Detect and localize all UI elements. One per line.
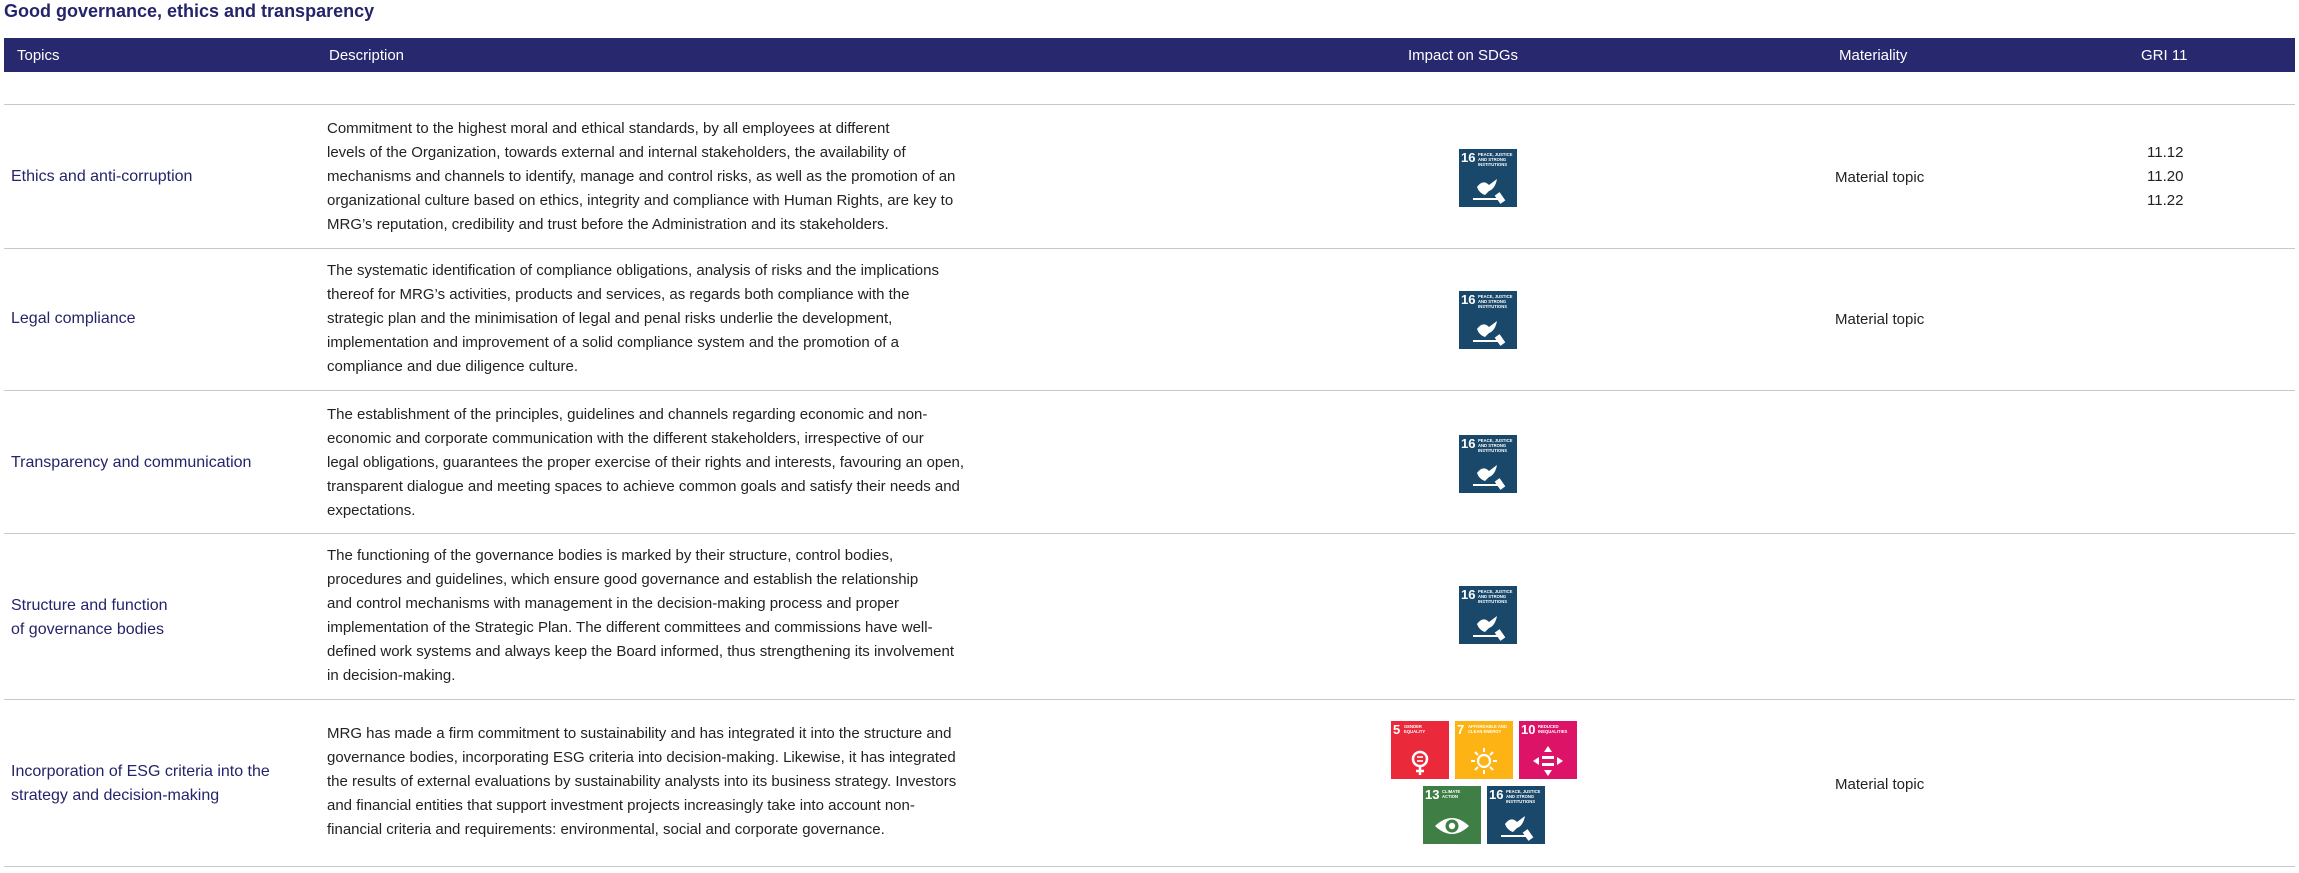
table-row-legal-compliance [4, 248, 2295, 391]
sdg-16-icon [1459, 586, 1517, 644]
svg-text:EQUALITY: EQUALITY [1404, 729, 1426, 734]
sdg-16-icon [1459, 149, 1517, 207]
svg-text:INEQUALITIES: INEQUALITIES [1538, 729, 1568, 734]
svg-text:INSTITUTIONS: INSTITUTIONS [1478, 304, 1508, 309]
topic-label: Ethics and anti-corruption [11, 168, 193, 185]
svg-text:13: 13 [1425, 787, 1440, 802]
topic-label: Incorporation of ESG criteria into the strategy and decision-making [11, 763, 270, 804]
svg-text:PEACE, JUSTICE: PEACE, JUSTICE [1478, 152, 1513, 157]
topic-label: Transparency and communication [11, 454, 252, 471]
gri-references: 11.12 11.20 11.22 [2147, 144, 2184, 209]
sdg-16-icon [1487, 786, 1545, 844]
col-impact-sdgs: Impact on SDGs [1408, 47, 1519, 64]
sdg-10-icon [1519, 721, 1577, 779]
sdg-16-icon [1459, 291, 1517, 349]
svg-text:16: 16 [1461, 150, 1476, 165]
table-row-transparency [4, 390, 2295, 534]
materiality-value: Material topic [1835, 776, 1925, 793]
table-row-governance-bodies [4, 533, 2295, 700]
topic-description: MRG has made a firm commitment to sustainability and has integrated it into the structure and governance bodies, incorporating ESG criteria into decision-making. Likewise, it has integrated the results of external evaluations by sustainability analysts into its business strategy. Investors and financial entities that support investment projects increasingly take into account non- financial criteria and requirements: environmental, social and corporate governance. [327, 725, 957, 838]
section-title: Good governance, ethics and transparency [4, 1, 375, 21]
svg-text:16: 16 [1489, 787, 1504, 802]
col-gri: GRI 11 [2141, 47, 2188, 64]
table-header [4, 38, 2295, 72]
svg-text:AND STRONG: AND STRONG [1506, 794, 1535, 799]
svg-text:AND STRONG: AND STRONG [1478, 443, 1507, 448]
topic-description: The systematic identification of compliance obligations, analysis of risks and the implications thereof for MRG’s activities, products and services, as regards both compliance with the strategic plan and the minimisation of legal and penal risks underlie the development, implementation and improvement of a solid compliance system and the promotion of a compliance and due diligence culture. [327, 262, 939, 375]
materiality-value: Material topic [1835, 311, 1925, 328]
col-topics: Topics [17, 47, 60, 64]
svg-text:INSTITUTIONS: INSTITUTIONS [1478, 448, 1508, 453]
sdg-13-icon [1423, 786, 1481, 844]
svg-text:16: 16 [1461, 587, 1476, 602]
svg-text:PEACE, JUSTICE: PEACE, JUSTICE [1478, 438, 1513, 443]
svg-text:10: 10 [1521, 722, 1536, 737]
svg-text:PEACE, JUSTICE: PEACE, JUSTICE [1506, 789, 1541, 794]
sdg-7-icon [1455, 721, 1513, 779]
table-row-esg-criteria [4, 699, 2295, 867]
col-materiality: Materiality [1839, 47, 1908, 64]
svg-text:AFFORDABLE AND: AFFORDABLE AND [1468, 724, 1507, 729]
svg-text:ACTION: ACTION [1442, 794, 1459, 799]
topic-description: The functioning of the governance bodies is marked by their structure, control bodies, procedures and guidelines, which ensure good governance and establish the relationship and control mechanisms with management in the decision-making process and proper implementation of the Strategic Plan. The different committees and commissions have well- defined work systems and always keep the Board informed, thus strengthening its involvement in decision-making. [327, 547, 954, 684]
svg-text:16: 16 [1461, 292, 1476, 307]
svg-text:INSTITUTIONS: INSTITUTIONS [1506, 799, 1536, 804]
col-description: Description [329, 47, 405, 64]
svg-text:AND STRONG: AND STRONG [1478, 594, 1507, 599]
svg-text:PEACE, JUSTICE: PEACE, JUSTICE [1478, 294, 1513, 299]
svg-text:5: 5 [1393, 722, 1401, 737]
topic-description: Commitment to the highest moral and ethical standards, by all employees at different levels of the Organization, towards external and internal stakeholders, the availability of mechanisms and channels to identify, manage and control risks, as well as the promotion of an organizational culture based on ethics, integrity and compliance with Human Rights, are key to MRG’s reputation, credibility and trust before the Administration and its stakeholders. [327, 120, 956, 233]
svg-text:CLEAN ENERGY: CLEAN ENERGY [1468, 729, 1502, 734]
svg-text:AND STRONG: AND STRONG [1478, 157, 1507, 162]
svg-text:INSTITUTIONS: INSTITUTIONS [1478, 162, 1508, 167]
svg-text:GENDER: GENDER [1404, 724, 1422, 729]
topic-label: Legal compliance [11, 310, 136, 327]
table-row-ethics [4, 104, 2295, 248]
svg-text:REDUCED: REDUCED [1538, 724, 1559, 729]
materiality-value: Material topic [1835, 169, 1925, 186]
sdg-5-icon [1391, 721, 1449, 779]
svg-text:INSTITUTIONS: INSTITUTIONS [1478, 599, 1508, 604]
svg-text:PEACE, JUSTICE: PEACE, JUSTICE [1478, 589, 1513, 594]
svg-text:CLIMATE: CLIMATE [1442, 789, 1461, 794]
topic-description: The establishment of the principles, guidelines and channels regarding economic and non- economic and corporate communication with the different stakeholders, irrespective of our legal obligations, guarantees the proper exercise of their rights and interests, favouring an open, transparent dialogue and meeting spaces to achieve common goals and satisfy their needs and expectations. [327, 406, 965, 519]
svg-text:16: 16 [1461, 436, 1476, 451]
svg-text:AND STRONG: AND STRONG [1478, 299, 1507, 304]
sdg-16-icon [1459, 435, 1517, 493]
svg-text:7: 7 [1457, 722, 1465, 737]
topic-label: Structure and function of governance bodies [11, 597, 168, 638]
